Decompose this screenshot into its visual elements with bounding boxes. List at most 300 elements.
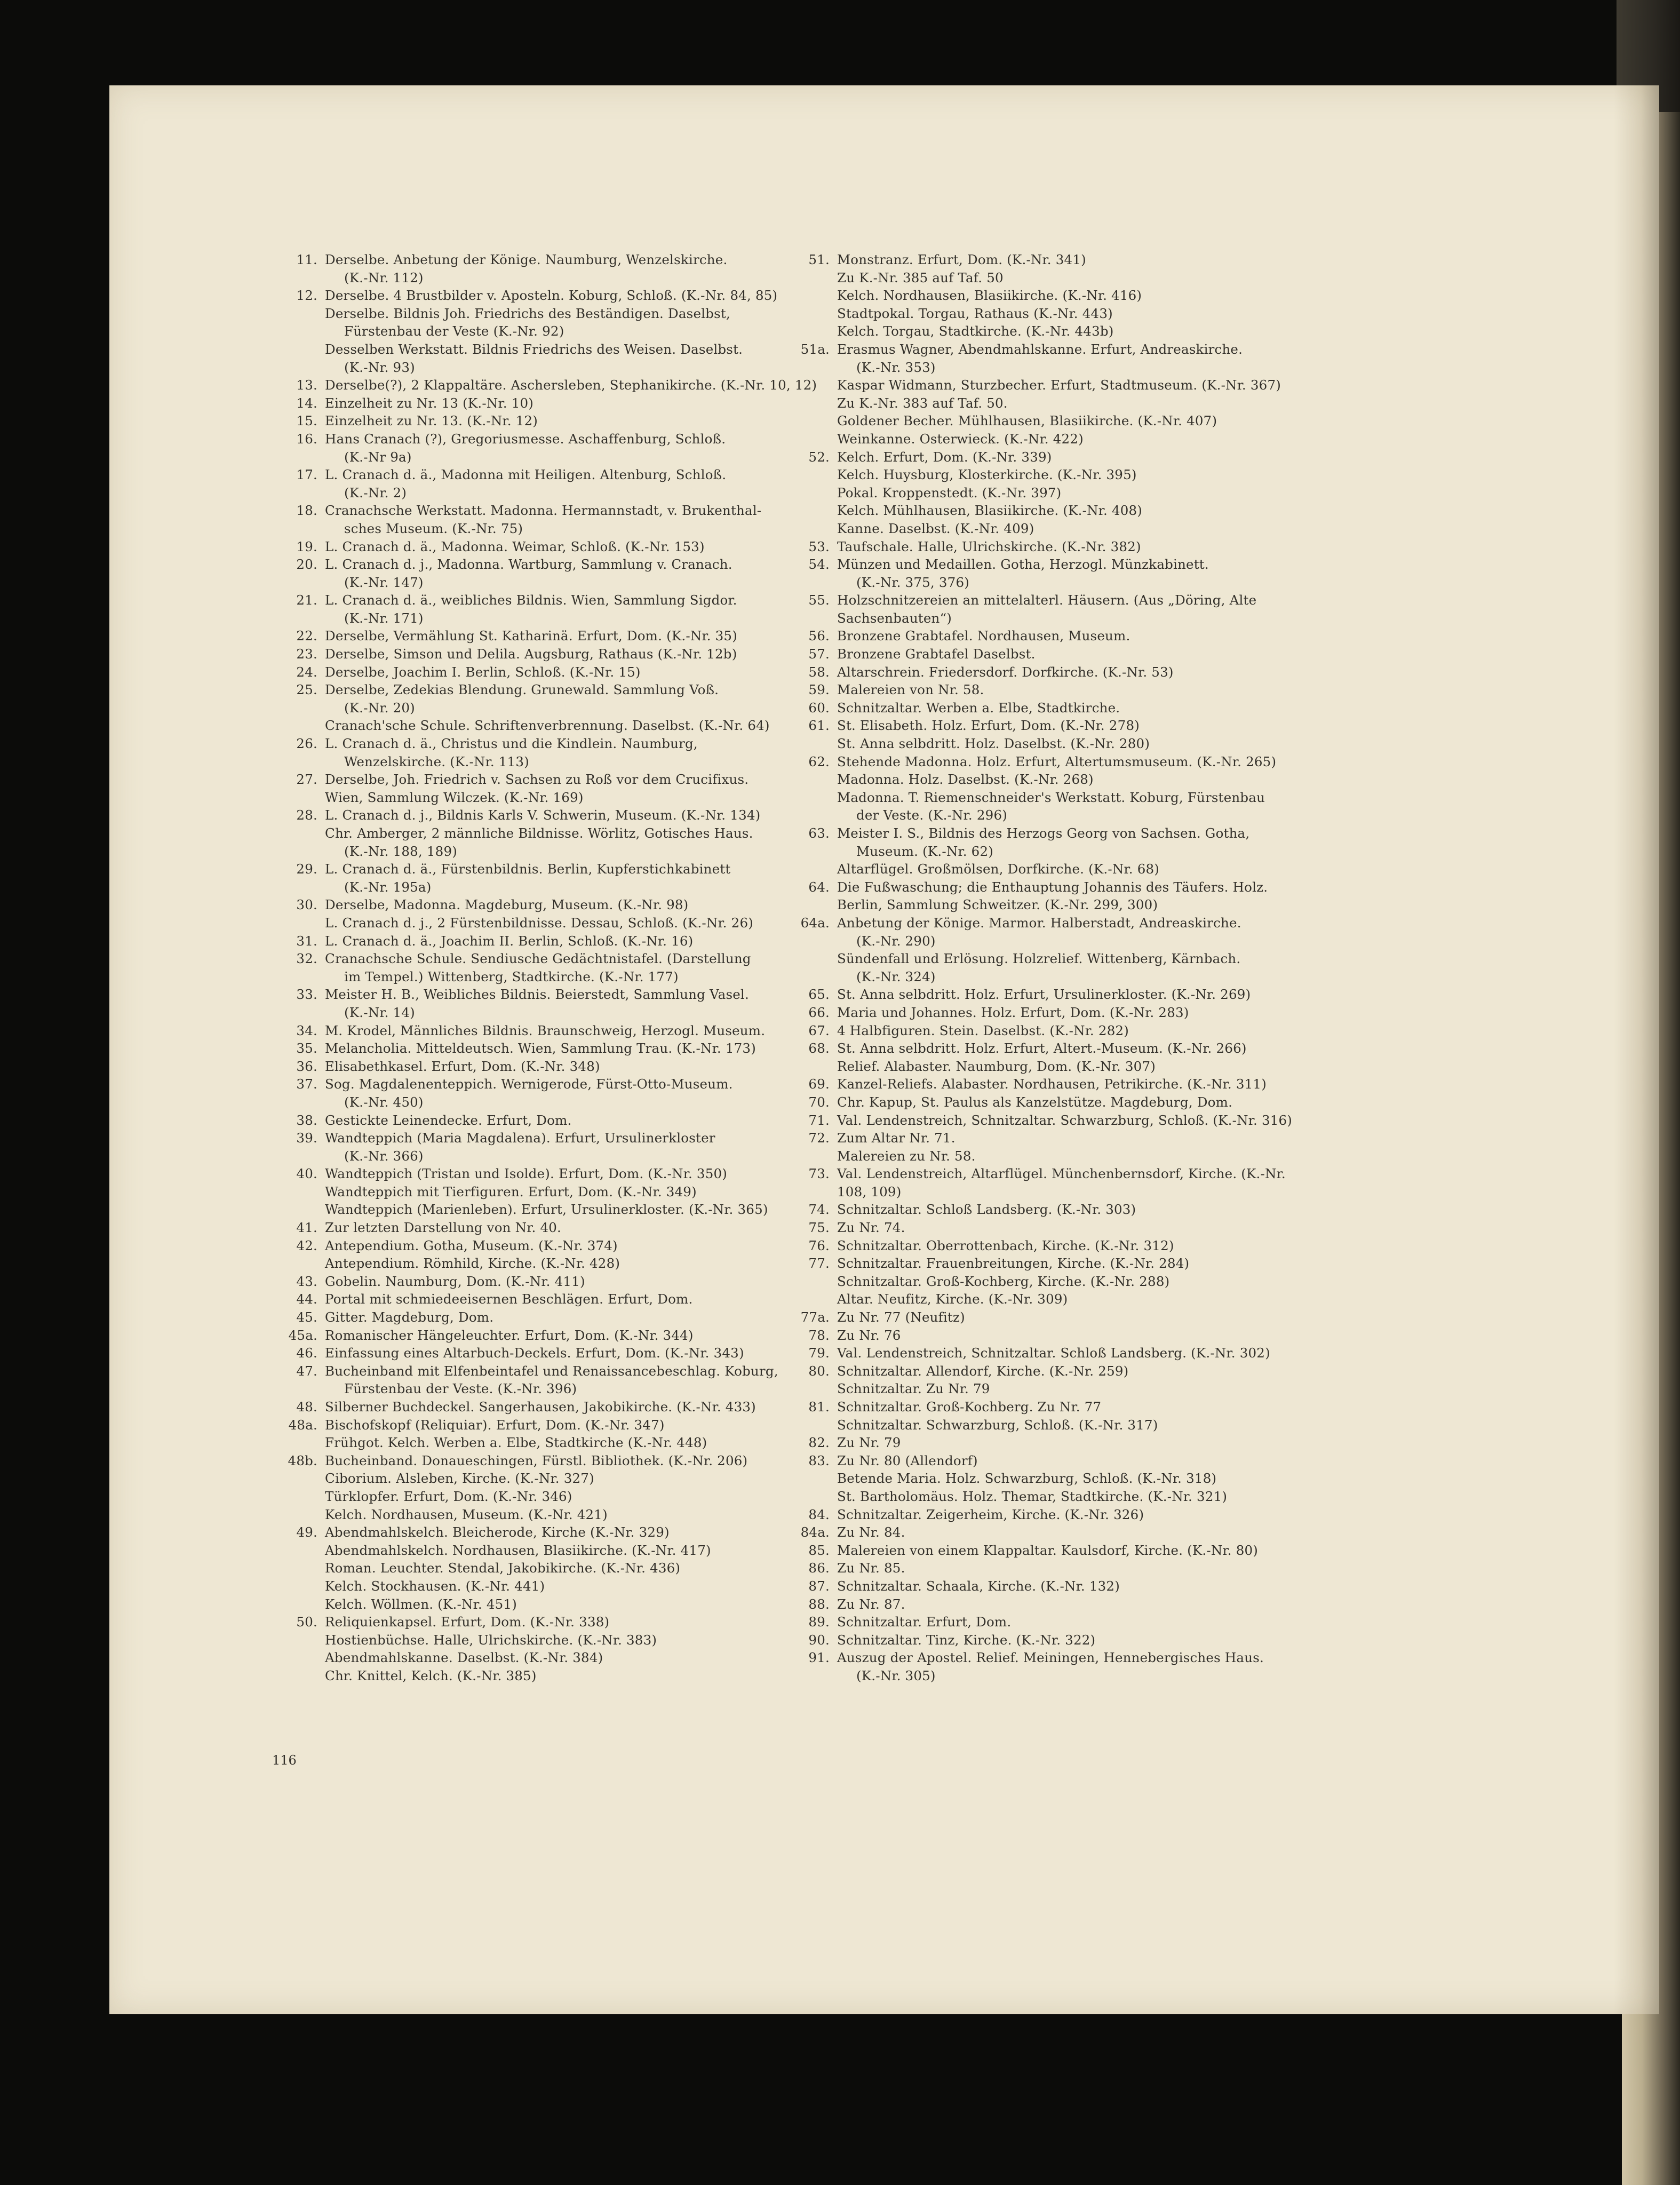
entry-text	[837, 645, 1406, 663]
entry-text	[837, 591, 1406, 627]
entry-line: Melancholia. Mitteldeutsch. Wien, Sammlung Trau. (K.-Nr. 173)	[325, 1040, 756, 1056]
list-entry	[792, 663, 1406, 681]
entry-line: Kelch. Mühlhausen, Blasiikirche. (K.-Nr. 408)	[837, 503, 1143, 519]
entry-line: Zu K.-Nr. 383 auf Taf. 50.	[837, 395, 1008, 411]
entry-number: 23.	[296, 646, 317, 662]
entry-text	[837, 340, 1406, 448]
entry-number: 32.	[296, 951, 317, 967]
entry-number: 29.	[296, 861, 317, 877]
entry-number: 91.	[808, 1650, 830, 1666]
entry-line: Wandteppich (Marienleben). Erfurt, Ursulinerkloster. (K.-Nr. 365)	[325, 1202, 768, 1218]
entry-line: M. Krodel, Männliches Bildnis. Braunschweig, Herzogl. Museum.	[325, 1022, 766, 1038]
entry-number: 77a.	[800, 1309, 830, 1325]
entry-line: Bischofskopf (Reliquiar). Erfurt, Dom. (K.-Nr. 347)	[325, 1417, 665, 1433]
list-entry	[792, 1523, 1406, 1542]
list-entry	[792, 645, 1406, 663]
entry-line: (K.-Nr. 20)	[344, 700, 415, 716]
entry-line: (K.-Nr. 195a)	[344, 879, 432, 895]
entry-line: Portal mit schmiedeeisernen Beschlägen. Erfurt, Dom.	[325, 1291, 693, 1307]
entry-line: Kelch. Huysburg, Klosterkirche. (K.-Nr. 395)	[837, 467, 1137, 483]
list-entry	[792, 1004, 1406, 1022]
entry-number: 83.	[808, 1452, 830, 1468]
entry-text	[837, 1577, 1406, 1595]
list-entry	[792, 555, 1406, 591]
entry-line: L. Cranach d. ä., Fürstenbildnis. Berlin, Kupferstichkabinett	[325, 861, 731, 877]
list-entry	[792, 1344, 1406, 1362]
entry-line: Derselbe, Vermählung St. Katharinä. Erfurt, Dom. (K.-Nr. 35)	[325, 628, 737, 644]
entry-line: Abendmahlskanne. Daselbst. (K.-Nr. 384)	[325, 1650, 603, 1666]
entry-line: Schnitzaltar. Allendorf, Kirche. (K.-Nr. 259)	[837, 1363, 1129, 1379]
entry-line: Derselbe, Simson und Delila. Augsburg, Rathaus (K.-Nr. 12b)	[325, 646, 737, 662]
entry-line: Gestickte Leinendecke. Erfurt, Dom.	[325, 1112, 572, 1128]
entry-number: 47.	[296, 1363, 317, 1379]
entry-number: 61.	[808, 718, 830, 734]
entry-line: Maria und Johannes. Holz. Erfurt, Dom. (K.-Nr. 283)	[837, 1004, 1189, 1020]
entry-text	[837, 538, 1406, 556]
entry-line: Berlin, Sammlung Schweitzer. (K.-Nr. 299, 300)	[837, 897, 1158, 913]
entry-line: Malereien von einem Klappaltar. Kaulsdorf, Kirche. (K.-Nr. 80)	[837, 1542, 1259, 1558]
entry-number: 82.	[808, 1435, 830, 1451]
entry-number: 70.	[808, 1094, 830, 1110]
entry-line: Anbetung der Könige. Marmor. Halberstadt, Andreaskirche.	[837, 915, 1241, 931]
entry-line: sches Museum. (K.-Nr. 75)	[344, 520, 523, 536]
entry-line: (K.-Nr. 375, 376)	[856, 574, 970, 590]
entry-number: 40.	[296, 1166, 317, 1182]
entry-line: Schnitzaltar. Groß-Kochberg. Zu Nr. 77	[837, 1399, 1102, 1415]
entry-line: Zum Altar Nr. 71.	[837, 1130, 956, 1146]
list-entry	[792, 1022, 1406, 1040]
entry-text	[837, 1111, 1406, 1130]
entry-line: Einzelheit zu Nr. 13 (K.-Nr. 10)	[325, 395, 534, 411]
entry-text	[837, 1613, 1406, 1631]
entry-number: 41.	[296, 1220, 317, 1236]
entry-text	[837, 1004, 1406, 1022]
entry-line: Altarflügel. Großmölsen, Dorfkirche. (K.-Nr. 68)	[837, 861, 1160, 877]
entry-line: Schnitzaltar. Schaala, Kirche. (K.-Nr. 132)	[837, 1578, 1120, 1594]
entry-number: 64a.	[800, 915, 830, 931]
entry-text	[837, 986, 1406, 1004]
entry-number: 78.	[808, 1327, 830, 1343]
list-entry	[792, 1452, 1406, 1506]
entry-line: Zu K.-Nr. 385 auf Taf. 50	[837, 269, 1004, 285]
entry-line: Türklopfer. Erfurt, Dom. (K.-Nr. 346)	[325, 1488, 572, 1504]
entry-number: 24.	[296, 664, 317, 680]
list-entry	[792, 986, 1406, 1004]
entry-number: 33.	[296, 987, 317, 1003]
right-column	[792, 251, 1406, 1685]
entry-line: Antependium. Römhild, Kirche. (K.-Nr. 428)	[325, 1256, 620, 1272]
list-entry	[792, 1111, 1406, 1130]
entry-line: Hans Cranach (?), Gregoriusmesse. Aschaffenburg, Schloß.	[325, 431, 726, 447]
entry-line: Cranach'sche Schule. Schriftenverbrennung. Daselbst. (K.-Nr. 64)	[325, 718, 770, 734]
entry-number: 76.	[808, 1237, 830, 1253]
entry-text	[837, 448, 1406, 538]
entry-number: 72.	[808, 1130, 830, 1146]
entry-line: Stehende Madonna. Holz. Erfurt, Altertumsmuseum. (K.-Nr. 265)	[837, 753, 1277, 769]
entry-line: Roman. Leuchter. Stendal, Jakobikirche. (K.-Nr. 436)	[325, 1560, 681, 1576]
entry-number: 22.	[296, 628, 317, 644]
entry-line: Schnitzaltar. Werben a. Elbe, Stadtkirche.	[837, 700, 1120, 716]
entry-text	[837, 1523, 1406, 1542]
list-entry	[792, 1631, 1406, 1649]
entry-line: Gitter. Magdeburg, Dom.	[325, 1309, 494, 1325]
list-entry	[792, 1434, 1406, 1452]
entry-text	[837, 1649, 1406, 1685]
list-entry	[792, 681, 1406, 699]
entry-number: 46.	[296, 1345, 317, 1361]
entry-text	[837, 753, 1406, 824]
entry-line: Derselbe, Joh. Friedrich v. Sachsen zu Roß vor dem Crucifixus.	[325, 772, 749, 788]
entry-line: L. Cranach d. j., 2 Fürstenbildnisse. Dessau, Schloß. (K.-Nr. 26)	[325, 915, 753, 931]
entry-number: 36.	[296, 1058, 317, 1074]
entry-text	[837, 1595, 1406, 1614]
entry-line: St. Bartholomäus. Holz. Themar, Stadtkirche. (K.-Nr. 321)	[837, 1488, 1228, 1504]
entry-line: Derselbe. Bildnis Joh. Friedrichs des Beständigen. Daselbst,	[325, 305, 730, 321]
list-entry	[792, 591, 1406, 627]
list-entry	[792, 1595, 1406, 1614]
entry-text	[837, 1237, 1406, 1255]
entry-line: St. Anna selbdritt. Holz. Daselbst. (K.-Nr. 280)	[837, 736, 1150, 752]
entry-number: 84.	[808, 1506, 830, 1522]
entry-line: (K.-Nr. 324)	[856, 968, 936, 984]
list-entry	[792, 824, 1406, 878]
list-entry	[792, 699, 1406, 717]
entry-number: 62.	[808, 753, 830, 769]
entry-number: 73.	[808, 1166, 830, 1182]
entry-text	[837, 1129, 1406, 1165]
entry-line: St. Anna selbdritt. Holz. Erfurt, Ursulinerkloster. (K.-Nr. 269)	[837, 987, 1251, 1003]
list-entry	[792, 1165, 1406, 1201]
entry-line: L. Cranach d. j., Madonna. Wartburg, Sammlung v. Cranach.	[325, 557, 732, 573]
entry-line: Zu Nr. 84.	[837, 1524, 905, 1540]
list-entry	[792, 1039, 1406, 1075]
entry-line: Chr. Kapup, St. Paulus als Kanzelstütze. Magdeburg, Dom.	[837, 1094, 1233, 1110]
page-edge-shadow	[1614, 85, 1659, 2014]
entry-line: Val. Lendenstreich, Schnitzaltar. Schwarzburg, Schloß. (K.-Nr. 316)	[837, 1112, 1293, 1128]
entry-line: Weinkanne. Osterwieck. (K.-Nr. 422)	[837, 431, 1084, 447]
entry-line: Stadtpokal. Torgau, Rathaus (K.-Nr. 443)	[837, 305, 1113, 321]
entry-line: Schnitzaltar. Erfurt, Dom.	[837, 1614, 1012, 1630]
entry-number: 79.	[808, 1345, 830, 1361]
entry-line: Zu Nr. 77 (Neufitz)	[837, 1309, 965, 1325]
entry-line: im Tempel.) Wittenberg, Stadtkirche. (K.-Nr. 177)	[344, 968, 679, 984]
entry-line: Schnitzaltar. Zu Nr. 79	[837, 1381, 990, 1397]
entry-text	[837, 1219, 1406, 1237]
entry-line: Derselbe, Madonna. Magdeburg, Museum. (K.-Nr. 98)	[325, 897, 689, 913]
entry-line: Einfassung eines Altarbuch-Deckels. Erfurt, Dom. (K.-Nr. 343)	[325, 1345, 744, 1361]
entry-line: Auszug der Apostel. Relief. Meiningen, Hennebergisches Haus.	[837, 1650, 1264, 1666]
list-entry	[792, 1219, 1406, 1237]
entry-line: Malereien von Nr. 58.	[837, 682, 984, 698]
entry-line: Einzelheit zu Nr. 13. (K.-Nr. 12)	[325, 413, 538, 429]
entry-number: 19.	[296, 538, 317, 554]
entry-line: Ciborium. Alsleben, Kirche. (K.-Nr. 327)	[325, 1471, 594, 1487]
entry-line: Kaspar Widmann, Sturzbecher. Erfurt, Stadtmuseum. (K.-Nr. 367)	[837, 377, 1281, 393]
entry-line: St. Elisabeth. Holz. Erfurt, Dom. (K.-Nr. 278)	[837, 718, 1140, 734]
entry-number: 39.	[296, 1130, 317, 1146]
entry-line: (K.-Nr. 2)	[344, 484, 407, 500]
entry-line: Kelch. Nordhausen, Blasiikirche. (K.-Nr. 416)	[837, 288, 1142, 304]
entry-line: Betende Maria. Holz. Schwarzburg, Schloß. (K.-Nr. 318)	[837, 1471, 1217, 1487]
entry-number: 66.	[808, 1004, 830, 1020]
entry-line: Silberner Buchdeckel. Sangerhausen, Jakobikirche. (K.-Nr. 433)	[325, 1399, 756, 1415]
entry-line: Antependium. Gotha, Museum. (K.-Nr. 374)	[325, 1237, 618, 1253]
entry-line: Fürstenbau der Veste (K.-Nr. 92)	[344, 323, 564, 339]
entry-number: 65.	[808, 987, 830, 1003]
entry-line: Pokal. Kroppenstedt. (K.-Nr. 397)	[837, 484, 1062, 500]
entry-number: 69.	[808, 1076, 830, 1092]
entry-number: 38.	[296, 1112, 317, 1128]
entry-line: 4 Halbfiguren. Stein. Daselbst. (K.-Nr. 282)	[837, 1022, 1129, 1038]
entry-text	[837, 1631, 1406, 1649]
entry-line: Derselbe(?), 2 Klappaltäre. Aschersleben, Stephanikirche. (K.-Nr. 10, 12)	[325, 377, 817, 393]
entry-line: Wandteppich (Tristan und Isolde). Erfurt, Dom. (K.-Nr. 350)	[325, 1166, 728, 1182]
entry-line: Schnitzaltar. Zeigerheim, Kirche. (K.-Nr. 326)	[837, 1506, 1144, 1522]
entry-line: Kelch. Erfurt, Dom. (K.-Nr. 339)	[837, 449, 1052, 465]
entry-line: Madonna. T. Riemenschneider's Werkstatt. Koburg, Fürstenbau	[837, 789, 1265, 805]
entry-line: Bronzene Grabtafel. Nordhausen, Museum.	[837, 628, 1130, 644]
entry-line: Schnitzaltar. Frauenbreitungen, Kirche. (K.-Nr. 284)	[837, 1256, 1190, 1272]
entry-number: 68.	[808, 1040, 830, 1056]
list-entry	[792, 878, 1406, 914]
entry-line: Hostienbüchse. Halle, Ulrichskirche. (K.-Nr. 383)	[325, 1632, 657, 1648]
entry-number: 88.	[808, 1596, 830, 1612]
entry-number: 12.	[296, 288, 317, 304]
list-entry	[792, 627, 1406, 645]
entry-line: Reliquienkapsel. Erfurt, Dom. (K.-Nr. 338)	[325, 1614, 610, 1630]
entry-text	[837, 1344, 1406, 1362]
entry-line: Val. Lendenstreich, Schnitzaltar. Schloß Landsberg. (K.-Nr. 302)	[837, 1345, 1270, 1361]
entry-number: 20.	[296, 557, 317, 573]
entry-number: 54.	[808, 557, 830, 573]
entry-number: 53.	[808, 538, 830, 554]
entry-text	[837, 1434, 1406, 1452]
entry-line: Cranachsche Werkstatt. Madonna. Hermannstadt, v. Brukenthal-	[325, 503, 762, 519]
entry-text	[837, 1326, 1406, 1345]
list-entry	[792, 448, 1406, 538]
entry-number: 27.	[296, 772, 317, 788]
entry-line: Cranachsche Schule. Sendiusche Gedächtnistafel. (Darstellung	[325, 951, 751, 967]
entry-line: Holzschnitzereien an mittelalterl. Häusern. (Aus „Döring, Alte	[837, 592, 1257, 608]
entry-text	[837, 914, 1406, 986]
entry-line: St. Anna selbdritt. Holz. Erfurt, Altert.-Museum. (K.-Nr. 266)	[837, 1040, 1247, 1056]
entry-number: 64.	[808, 879, 830, 895]
entry-line: Schnitzaltar. Tinz, Kirche. (K.-Nr. 322)	[837, 1632, 1096, 1648]
entry-number: 71.	[808, 1112, 830, 1128]
list-entry	[792, 1362, 1406, 1398]
entry-number: 89.	[808, 1614, 830, 1630]
entry-line: Meister I. S., Bildnis des Herzogs Georg von Sachsen. Gotha,	[837, 825, 1250, 841]
entry-number: 87.	[808, 1578, 830, 1594]
entry-line: 108, 109)	[837, 1183, 902, 1199]
entry-number: 11.	[296, 252, 317, 267]
entry-line: Wandteppich mit Tierfiguren. Erfurt, Dom. (K.-Nr. 349)	[325, 1183, 697, 1199]
entry-number: 13.	[296, 377, 317, 393]
entry-number: 60.	[808, 700, 830, 716]
entry-line: Zu Nr. 87.	[837, 1596, 905, 1612]
entry-text	[837, 663, 1406, 681]
entry-line: Taufschale. Halle, Ulrichskirche. (K.-Nr. 382)	[837, 538, 1141, 554]
entry-number: 28.	[296, 807, 317, 823]
entry-number: 45.	[296, 1309, 317, 1325]
entry-number: 25.	[296, 682, 317, 698]
entry-line: Derselbe. Anbetung der Könige. Naumburg, Wenzelskirche.	[325, 252, 728, 267]
entry-line: Abendmahlskelch. Nordhausen, Blasiikirche. (K.-Nr. 417)	[325, 1542, 711, 1558]
entry-line: Bucheinband mit Elfenbeintafel und Renaissancebeschlag. Koburg,	[325, 1363, 778, 1379]
entry-line: (K.-Nr 9a)	[344, 449, 412, 465]
entry-line: Kelch. Stockhausen. (K.-Nr. 441)	[325, 1578, 545, 1594]
entry-text	[837, 1022, 1406, 1040]
entry-line: (K.-Nr. 366)	[344, 1148, 424, 1164]
list-entry	[792, 1237, 1406, 1255]
list-entry	[792, 753, 1406, 824]
list-entry	[792, 1559, 1406, 1577]
entry-line: Chr. Knittel, Kelch. (K.-Nr. 385)	[325, 1667, 537, 1683]
entry-line: (K.-Nr. 188, 189)	[344, 843, 458, 859]
entry-line: Kelch. Torgau, Stadtkirche. (K.-Nr. 443b)	[837, 323, 1114, 339]
entry-number: 48a.	[288, 1417, 317, 1433]
entry-text	[837, 627, 1406, 645]
entry-line: der Veste. (K.-Nr. 296)	[856, 807, 1008, 823]
entry-line: (K.-Nr. 450)	[344, 1094, 424, 1110]
entry-text	[837, 1308, 1406, 1326]
list-entry	[792, 1093, 1406, 1111]
entry-line: (K.-Nr. 353)	[856, 359, 936, 375]
list-entry	[792, 717, 1406, 752]
entry-text	[837, 555, 1406, 591]
entry-line: Zu Nr. 74.	[837, 1220, 905, 1236]
entry-line: Abendmahlskelch. Bleicherode, Kirche (K.-Nr. 329)	[325, 1524, 670, 1540]
list-entry	[792, 1326, 1406, 1345]
entry-line: Kelch. Wöllmen. (K.-Nr. 451)	[325, 1596, 517, 1612]
entry-text	[837, 1362, 1406, 1398]
entry-number: 43.	[296, 1273, 317, 1289]
entry-line: Die Fußwaschung; die Enthauptung Johannis des Täufers. Holz.	[837, 879, 1268, 895]
list-entry	[792, 1506, 1406, 1524]
entry-line: (K.-Nr. 93)	[344, 359, 415, 375]
entry-text	[837, 1039, 1406, 1075]
entry-number: 37.	[296, 1076, 317, 1092]
entry-number: 16.	[296, 431, 317, 447]
entry-line: Sachsenbauten“)	[837, 610, 952, 626]
entry-line: Wenzelskirche. (K.-Nr. 113)	[344, 753, 529, 769]
entry-number: 17.	[296, 467, 317, 483]
entry-number: 58.	[808, 664, 830, 680]
entry-text	[837, 251, 1406, 340]
entry-number: 57.	[808, 646, 830, 662]
entry-line: Gobelin. Naumburg, Dom. (K.-Nr. 411)	[325, 1273, 585, 1289]
entry-number: 49.	[296, 1524, 317, 1540]
entry-text	[837, 1542, 1406, 1560]
entry-line: L. Cranach d. ä., Madonna mit Heiligen. Altenburg, Schloß.	[325, 467, 727, 483]
list-entry	[792, 1201, 1406, 1219]
entry-text	[837, 824, 1406, 878]
list-entry	[792, 1308, 1406, 1326]
entry-text	[837, 1201, 1406, 1219]
entry-number: 67.	[808, 1022, 830, 1038]
entry-line: Desselben Werkstatt. Bildnis Friedrichs des Weisen. Daselbst.	[325, 341, 743, 357]
entry-line: Museum. (K.-Nr. 62)	[856, 843, 994, 859]
entry-line: L. Cranach d. ä., Christus und die Kindlein. Naumburg,	[325, 736, 698, 752]
entry-line: Frühgot. Kelch. Werben a. Elbe, Stadtkirche (K.-Nr. 448)	[325, 1435, 707, 1451]
entry-text	[837, 1093, 1406, 1111]
entry-line: Kelch. Nordhausen, Museum. (K.-Nr. 421)	[325, 1506, 608, 1522]
entry-line: L. Cranach d. ä., Joachim II. Berlin, Schloß. (K.-Nr. 16)	[325, 933, 694, 949]
list-entry	[792, 1542, 1406, 1560]
entry-line: Meister H. B., Weibliches Bildnis. Beierstedt, Sammlung Vasel.	[325, 987, 749, 1003]
entry-number: 77.	[808, 1256, 830, 1272]
entry-number: 85.	[808, 1542, 830, 1558]
entry-line: (K.-Nr. 147)	[344, 574, 424, 590]
entry-number: 90.	[808, 1632, 830, 1648]
entry-line: Zu Nr. 79	[837, 1435, 901, 1451]
entry-line: Zu Nr. 85.	[837, 1560, 905, 1576]
entry-number: 51a.	[800, 341, 830, 357]
entry-number: 48.	[296, 1399, 317, 1415]
entry-text	[837, 1506, 1406, 1524]
entry-number: 30.	[296, 897, 317, 913]
entry-text	[837, 1254, 1406, 1308]
entry-number: 80.	[808, 1363, 830, 1379]
entry-line: Sog. Magdalenenteppich. Wernigerode, Fürst-Otto-Museum.	[325, 1076, 733, 1092]
entry-line: Wien, Sammlung Wilczek. (K.-Nr. 169)	[325, 789, 584, 805]
entry-line: Zu Nr. 76	[837, 1327, 901, 1343]
entry-number: 34.	[296, 1022, 317, 1038]
entry-line: (K.-Nr. 305)	[856, 1667, 936, 1683]
entry-number: 56.	[808, 628, 830, 644]
entry-line: Malereien zu Nr. 58.	[837, 1148, 976, 1164]
list-entry	[792, 1613, 1406, 1631]
entry-line: Madonna. Holz. Daselbst. (K.-Nr. 268)	[837, 772, 1094, 788]
entry-line: Fürstenbau der Veste. (K.-Nr. 396)	[344, 1381, 577, 1397]
entry-text	[837, 717, 1406, 752]
entry-line: Wandteppich (Maria Magdalena). Erfurt, Ursulinerkloster	[325, 1130, 715, 1146]
list-entry	[792, 1398, 1406, 1434]
entry-number: 52.	[808, 449, 830, 465]
list-entry	[792, 1129, 1406, 1165]
entry-line: L. Cranach d. j., Bildnis Karls V. Schwerin, Museum. (K.-Nr. 134)	[325, 807, 761, 823]
entry-number: 74.	[808, 1202, 830, 1218]
entry-line: Monstranz. Erfurt, Dom. (K.-Nr. 341)	[837, 252, 1086, 267]
entry-line: (K.-Nr. 290)	[856, 933, 936, 949]
entry-text	[837, 681, 1406, 699]
entry-number: 48b.	[288, 1452, 317, 1468]
list-entry	[792, 538, 1406, 556]
entry-number: 21.	[296, 592, 317, 608]
entry-number: 50.	[296, 1614, 317, 1630]
entry-text	[837, 878, 1406, 914]
entry-line: Relief. Alabaster. Naumburg, Dom. (K.-Nr. 307)	[837, 1058, 1156, 1074]
entry-number: 75.	[808, 1220, 830, 1236]
entry-text	[837, 1452, 1406, 1506]
entry-line: Derselbe. 4 Brustbilder v. Aposteln. Koburg, Schloß. (K.-Nr. 84, 85)	[325, 288, 778, 304]
list-entry	[792, 1254, 1406, 1308]
entry-line: Kanzel-Reliefs. Alabaster. Nordhausen, Petrikirche. (K.-Nr. 311)	[837, 1076, 1267, 1092]
entry-line: Kanne. Daselbst. (K.-Nr. 409)	[837, 520, 1034, 536]
entry-line: Altarschrein. Friedersdorf. Dorfkirche. (K.-Nr. 53)	[837, 664, 1174, 680]
entry-number: 44.	[296, 1291, 317, 1307]
entry-number: 59.	[808, 682, 830, 698]
entry-line: Bronzene Grabtafel Daselbst.	[837, 646, 1036, 662]
entry-line: (K.-Nr. 14)	[344, 1004, 415, 1020]
entry-text	[837, 699, 1406, 717]
entry-line: Val. Lendenstreich, Altarflügel. Münchenbernsdorf, Kirche. (K.-Nr.	[837, 1166, 1286, 1182]
entry-number: 55.	[808, 592, 830, 608]
entry-number: 84a.	[800, 1524, 830, 1540]
entry-line: Altar. Neufitz, Kirche. (K.-Nr. 309)	[837, 1291, 1068, 1307]
list-entry	[792, 1649, 1406, 1685]
entry-line: (K.-Nr. 112)	[344, 269, 424, 285]
